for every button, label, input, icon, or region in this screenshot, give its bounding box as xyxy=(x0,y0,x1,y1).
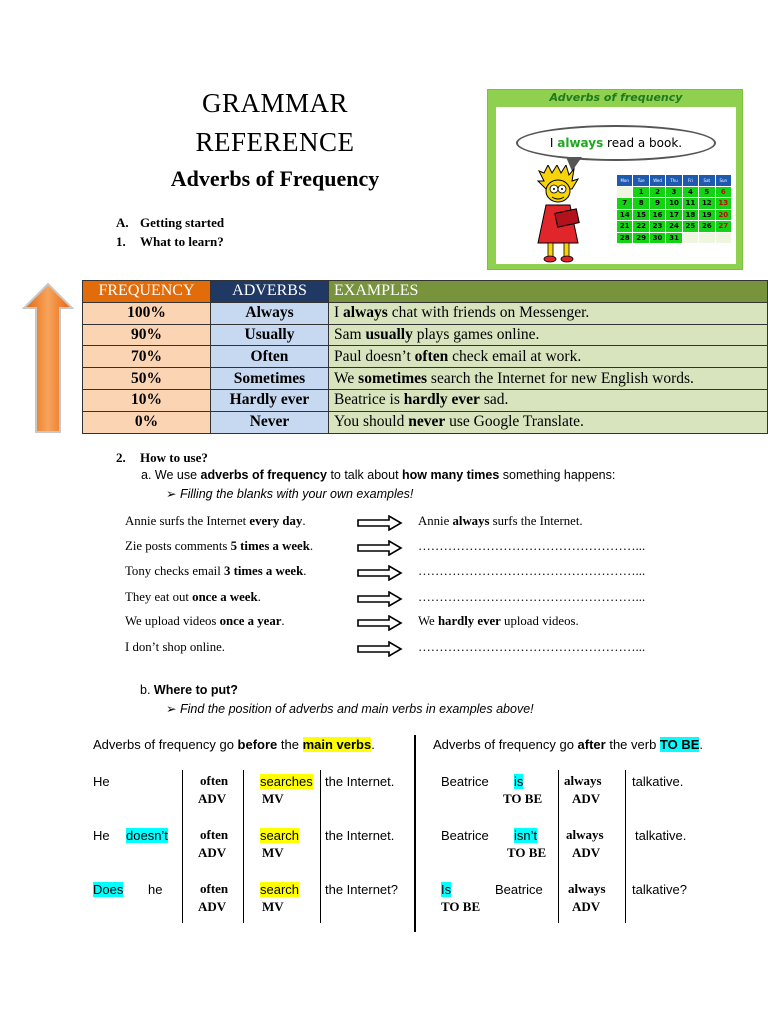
sentence-subject: Beatrice xyxy=(495,882,543,897)
bullet-arrow-icon: ➢ xyxy=(166,487,180,501)
table-row: 100% Always I always chat with friends on Messenger. xyxy=(83,302,768,324)
to-be-label: TO BE xyxy=(507,845,547,860)
mv-label: MV xyxy=(262,791,284,806)
sentence-auxiliary: Does xyxy=(93,882,124,897)
section-divider xyxy=(414,735,416,932)
sentence-object: the Internet. xyxy=(325,828,395,843)
right-arrow-icon xyxy=(357,591,403,607)
how-to-use-description: a. We use adverbs of frequency to talk about how many times something happens: xyxy=(141,468,616,482)
sentence-subject: Beatrice xyxy=(441,774,489,789)
sentence-adverb: often xyxy=(200,773,229,788)
table-row: 90% Usually Sam usually plays games online. xyxy=(83,324,768,346)
column-divider xyxy=(558,770,559,923)
illustration-title: Adverbs of frequency xyxy=(549,91,683,104)
adv-label: ADV xyxy=(198,899,227,914)
sentence-object: the Internet. xyxy=(325,774,395,789)
to-be-label: TO BE xyxy=(503,791,543,806)
right-arrow-icon xyxy=(357,641,403,657)
example-row: They eat out once a week. ……………………………………………... xyxy=(125,590,745,610)
frequency-table xyxy=(82,280,768,434)
instruction-fill-blanks: ➢ Filling the blanks with your own examples! xyxy=(166,487,414,501)
sentence-adverb: always xyxy=(568,881,606,896)
example-row: We upload videos once a year. We hardly ever upload videos. xyxy=(125,614,745,634)
illustration-panel xyxy=(487,89,743,270)
sentence-adverb: often xyxy=(200,881,229,896)
table-row: 70% Often Paul doesn’t often check email at work. xyxy=(83,346,768,368)
right-arrow-icon xyxy=(357,540,403,556)
bullet-arrow-icon: ➢ xyxy=(166,702,180,716)
mv-label: MV xyxy=(262,899,284,914)
sentence-main-verb: searches xyxy=(260,774,313,789)
page-title-line2: REFERENCE xyxy=(195,127,355,157)
answer-blank[interactable]: ……………………………………………... xyxy=(418,539,646,553)
sentence-to-be: isn’t xyxy=(514,828,538,843)
adv-label: ADV xyxy=(572,791,601,806)
answer-blank[interactable]: ……………………………………………... xyxy=(418,640,646,654)
table-row: 0% Never You should never use Google Translate. xyxy=(83,411,768,433)
sentence-adjective: talkative? xyxy=(632,882,687,897)
sentence-to-be: Is xyxy=(441,882,452,897)
column-divider xyxy=(243,770,244,923)
column-header: ADVERBS xyxy=(211,281,329,303)
outline-item: 1. What to learn? xyxy=(116,234,224,249)
sentence-object: the Internet? xyxy=(325,882,398,897)
column-divider xyxy=(625,770,626,923)
page-subtitle: Adverbs of Frequency xyxy=(170,166,380,191)
example-row: Annie surfs the Internet every day. Annie always surfs the Internet. xyxy=(125,514,745,534)
column-divider xyxy=(320,770,321,923)
table-row: 50% Sometimes We sometimes search the Internet for new English words. xyxy=(83,368,768,390)
sentence-main-verb: search xyxy=(260,828,300,843)
outline-item: A. Getting started xyxy=(116,215,225,230)
sentence-adverb: always xyxy=(564,773,602,788)
adv-label: ADV xyxy=(572,845,601,860)
column-header: EXAMPLES xyxy=(329,281,768,303)
sentence-adverb: always xyxy=(566,827,604,842)
column-divider xyxy=(182,770,183,923)
answer-blank[interactable]: ……………………………………………... xyxy=(418,564,646,578)
adv-label: ADV xyxy=(198,845,227,860)
sentence-subject: he xyxy=(148,882,163,897)
sentence-adverb: often xyxy=(200,827,229,842)
sentence-subject: He xyxy=(93,828,110,843)
sentence-adjective: talkative. xyxy=(632,774,684,789)
cartoon-girl-reading-icon xyxy=(524,165,594,263)
illustration-canvas xyxy=(496,107,736,264)
rule-after-to-be: Adverbs of frequency go after the verb TO BE. xyxy=(433,737,704,752)
sentence-auxiliary: doesn’t xyxy=(126,828,168,843)
sentence-adjective: talkative. xyxy=(635,828,687,843)
speech-bubble: I always read a book. xyxy=(516,125,716,161)
example-row: Tony checks email 3 times a week. ……………………………………………... xyxy=(125,564,745,584)
example-row: I don’t shop online. ……………………………………………... xyxy=(125,640,745,660)
right-arrow-icon xyxy=(357,615,403,631)
rule-before-main-verbs: Adverbs of frequency go before the main verbs. xyxy=(93,737,375,752)
adv-label: ADV xyxy=(572,899,601,914)
right-arrow-icon xyxy=(357,515,403,531)
mv-label: MV xyxy=(262,845,284,860)
to-be-label: TO BE xyxy=(441,899,481,914)
section-heading-how-to-use: 2. How to use? xyxy=(116,450,208,465)
instruction-find-position: ➢ Find the position of adverbs and main verbs in examples above! xyxy=(166,702,534,716)
example-row: Zie posts comments 5 times a week. ……………………………………………... xyxy=(125,539,745,559)
page-title-line1: GRAMMAR xyxy=(201,88,349,118)
sentence-main-verb: search xyxy=(260,882,300,897)
column-header: FREQUENCY xyxy=(83,281,211,303)
table-header-row xyxy=(83,281,768,303)
calendar-grid: Mon Tue Wed Thu Fri Sat Sun 1 2 3 4 5 6 7 8 9 10 11 12 13 14 15 16 17 18 19 20 21 22 23 24 25 26 27 28 29 30 31 xyxy=(616,174,732,244)
right-arrow-icon xyxy=(357,565,403,581)
adv-label: ADV xyxy=(198,791,227,806)
up-arrow-icon xyxy=(20,282,76,438)
sentence-to-be: is xyxy=(514,774,524,789)
sentence-subject: Beatrice xyxy=(441,828,489,843)
calendar-header: Mon Tue Wed Thu Fri Sat Sun xyxy=(617,175,732,187)
table-row: 10% Hardly ever Beatrice is hardly ever sad. xyxy=(83,389,768,411)
answer-blank[interactable]: ……………………………………………... xyxy=(418,590,646,604)
section-heading-where-to-put: b. Where to put? xyxy=(140,683,238,697)
sentence-subject: He xyxy=(93,774,110,789)
